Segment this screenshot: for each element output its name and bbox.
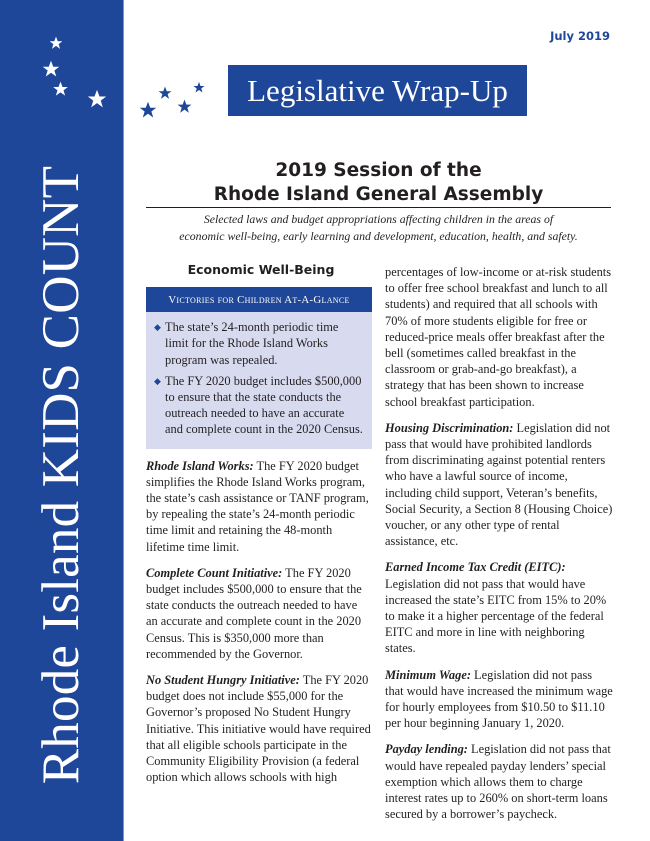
subtitle-line-1: Selected laws and budget appropriations affecting children in the areas of: [203, 212, 554, 226]
victories-list: [146, 312, 372, 437]
star-icon: [86, 89, 108, 109]
issue-date: July 2019: [550, 29, 610, 43]
star-icon: [48, 36, 64, 50]
star-icon: [40, 60, 62, 78]
policy-item-housing: Housing Discrimination: Legislation did not pass that would have prohibited landlords from discriminating against potential renters who have a lawful source of income, including child support, Veteran’s benefits, Social Security, a Section 8 (Housing Choice) voucher, or any other type of rental assistance, etc.: [385, 420, 613, 549]
continuation-text: percentages of low-income or at-risk students to offer free school breakfast and lunch to all students) and required that all schools with 70% of more students eligible for free or reduced-price meals offer breakfast after the bell (sometimes called breakfast in the classroom or grab-and-go breakfast), a strategy that has been shown to increase school breakfast participation.: [385, 265, 612, 409]
star-icon: [51, 81, 70, 97]
subtitle-line-2: economic well-being, early learning and development, education, health, and safety.: [179, 229, 578, 243]
policy-item-no-student-hungry: No Student Hungry Initiative: The FY 2020 budget does not include $55,000 for the Governor’s proposed No Student Hungry Initiative. This initiative would have required that all eligible schools participate in the Community Eligibility Provision (a federal option which allows schools with high: [146, 673, 371, 785]
right-column: [385, 264, 613, 833]
header-divider: [146, 207, 611, 208]
sidebar-band: [0, 0, 124, 841]
policy-item-rhode-island-works: Rhode Island Works: The FY 2020 budget simplifies the Rhode Island Works program, the state’s cash assistance or TANF program, by repealing the state’s 24-month periodic time limit and retaining the 48-month lifetime time limit.: [146, 458, 369, 554]
star-icon: [156, 86, 174, 100]
diamond-bullet-icon: ◆: [154, 322, 161, 333]
victories-title: Victories for Children At-A-Glance: [146, 287, 372, 312]
star-icon: [175, 99, 194, 114]
left-column: [146, 262, 372, 795]
page-title: [146, 159, 611, 207]
victory-item: ◆ The FY 2020 budget includes $500,000 to ensure that the state conducts the outreach needed to have an accurate and complete count in the 2020 Census.: [154, 373, 363, 437]
star-icon: [136, 101, 160, 119]
sidebar-title: Rhode Island KIDS COUNT: [32, 165, 90, 785]
victories-box: [146, 287, 372, 448]
policy-item-complete-count: Complete Count Initiative: The FY 2020 budget includes $500,000 to ensure that the state conducts the outreach needed to have an accurate and complete count in the 2020 Census. This is $350,000 more than recommended by the Governor.: [146, 565, 362, 661]
policy-item-minimum-wage: Minimum Wage: Legislation did not pass that would have increased the minimum wage for hourly employees from $10.50 to $11.10 per hour beginning January 1, 2020.: [385, 667, 613, 731]
diamond-bullet-icon: ◆: [154, 375, 161, 386]
policy-item-payday-lending: Payday lending: Legislation did not pass that would have repealed payday lenders’ special exemption which allows them to charge interest rates up to 260% on short-term loans secured by a borrower’s paycheck.: [385, 742, 611, 822]
section-heading: Economic Well-Being: [187, 262, 335, 277]
policy-item-eitc: Earned Income Tax Credit (EITC): Legislation did not pass that would have increased the state’s EITC from 15% to 20% to make it a higher percentage of the federal EITC and more in line with neighboring states.: [385, 560, 607, 656]
subtitle: [146, 211, 611, 245]
victory-item: ◆ The state’s 24-month periodic time limit for the Rhode Island Works program was repealed.: [154, 320, 339, 367]
star-icon: [193, 81, 205, 94]
headline-line-1: 2019 Session of the: [275, 160, 482, 181]
headline-line-2: Rhode Island General Assembly: [213, 184, 544, 205]
banner-title: Legislative Wrap-Up: [228, 65, 527, 116]
